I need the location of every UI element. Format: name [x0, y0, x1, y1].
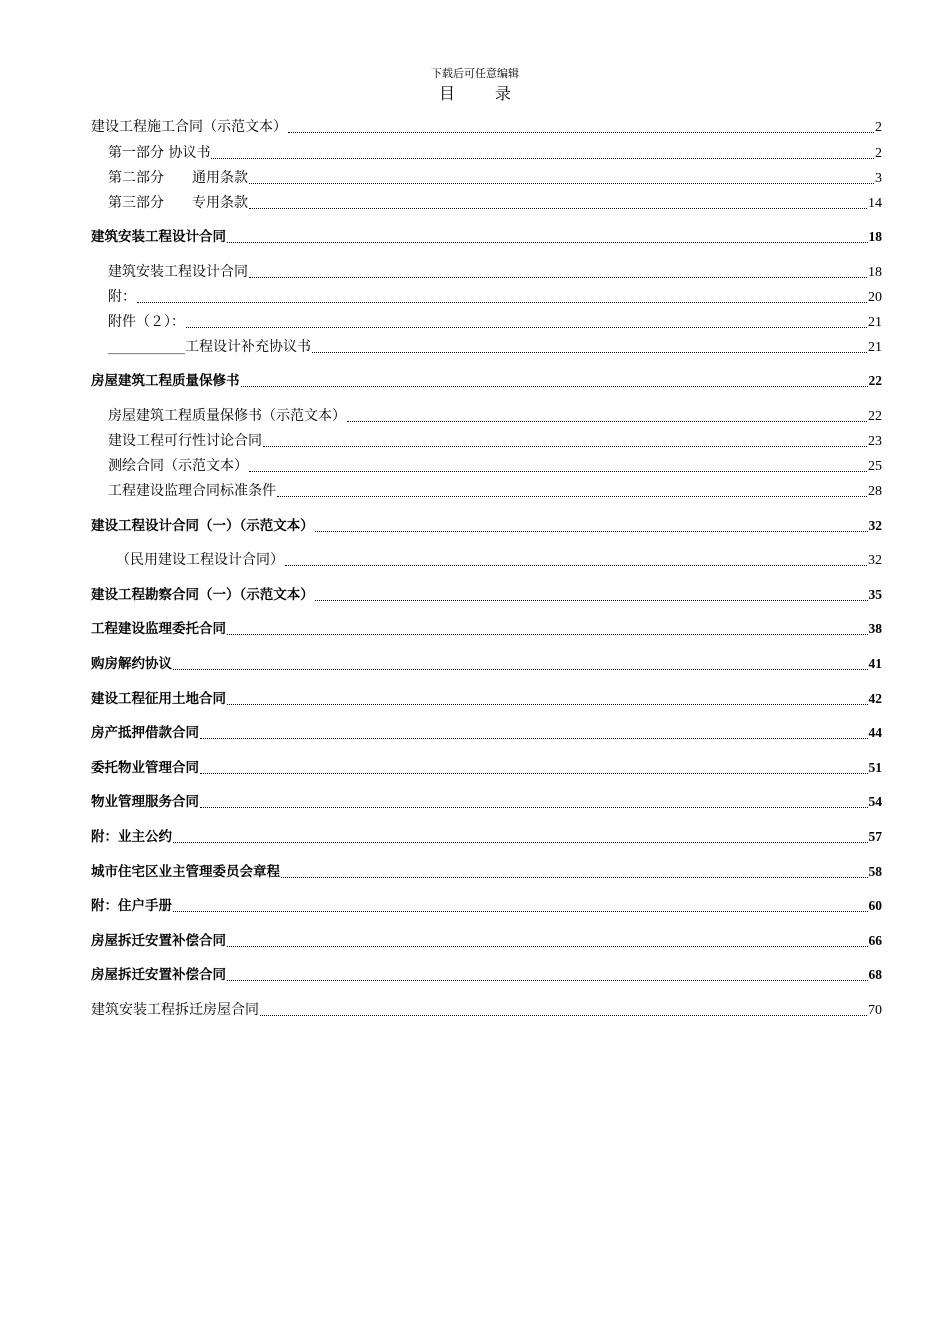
toc-entry[interactable]: [91, 584, 882, 606]
toc-entry[interactable]: [91, 286, 882, 308]
leader-dots: [200, 737, 868, 739]
leader-dots: [227, 633, 868, 635]
leader-dots: [249, 276, 867, 278]
toc-entry-label: 房屋拆迁安置补偿合同: [91, 967, 226, 984]
leader-dots: [137, 301, 867, 303]
leader-dots: [277, 495, 867, 497]
toc-entry-page: 2: [875, 120, 882, 135]
toc-entry[interactable]: [91, 226, 882, 248]
leader-dots: [285, 564, 867, 566]
toc-entry[interactable]: [91, 861, 882, 883]
toc-entry-label: 第一部分 协议书: [108, 144, 211, 161]
toc-entry-label: 第三部分 专用条款: [108, 194, 248, 211]
leader-dots: [186, 326, 867, 328]
toc-entry-page: 54: [868, 794, 882, 810]
page-title: [0, 84, 950, 104]
toc-entry-page: 68: [868, 967, 882, 983]
toc-entry-label: 房屋建筑工程质量保修书（示范文本）: [108, 407, 346, 424]
toc-entry[interactable]: [91, 688, 882, 710]
toc-entry-label: 建设工程可行性讨论合同: [108, 432, 262, 449]
toc-entry[interactable]: [91, 142, 882, 164]
toc-entry-page: 22: [868, 408, 882, 424]
toc-entry-label: 第二部分 通用条款: [108, 169, 248, 186]
toc-entry[interactable]: [91, 480, 882, 502]
toc-entry-label: 工程建设监理合同标准条件: [108, 482, 276, 499]
leader-dots: [173, 910, 868, 912]
toc-entry[interactable]: [91, 192, 882, 214]
toc-entry-label: 建设工程勘察合同（一）（示范文本）: [91, 586, 314, 603]
toc-entry[interactable]: [91, 430, 882, 452]
leader-dots: [288, 131, 874, 133]
toc-entry[interactable]: [91, 336, 882, 358]
leader-dots: [315, 599, 868, 601]
toc-entry-label: 建设工程施工合同（示范文本）: [91, 119, 287, 135]
leader-dots: [241, 385, 868, 387]
toc-entry[interactable]: [91, 826, 882, 848]
toc-entry-page: 14: [868, 195, 882, 211]
toc-entry-page: 58: [868, 863, 882, 879]
toc-entry-page: 70: [868, 1002, 882, 1018]
toc-entry-page: 2: [875, 145, 882, 161]
leader-dots: [315, 530, 868, 532]
toc-entry-label: 委托物业管理合同: [91, 759, 199, 776]
leader-dots: [173, 668, 868, 670]
toc-entry-label: 附：业主公约: [91, 828, 172, 845]
toc-entry[interactable]: [91, 116, 882, 138]
toc-entry[interactable]: [91, 999, 882, 1021]
toc-entry-label: 附：: [108, 288, 136, 305]
leader-dots: [260, 1014, 867, 1016]
leader-dots: [249, 182, 874, 184]
toc-entry-label: 房屋拆迁安置补偿合同: [91, 932, 226, 949]
toc-entry[interactable]: [91, 895, 882, 917]
leader-dots: [227, 241, 868, 243]
toc-entry[interactable]: [91, 455, 882, 477]
leader-dots: [200, 772, 868, 774]
toc-entry[interactable]: [91, 515, 882, 537]
leader-dots: [281, 876, 868, 878]
toc-entry-page: 44: [868, 725, 882, 741]
toc-entry-label: 建筑安装工程设计合同: [91, 229, 226, 246]
leader-dots: [347, 420, 867, 422]
leader-dots: [249, 207, 867, 209]
toc-entry-page: 42: [868, 690, 882, 706]
toc-entry-label: 测绘合同（示范文本）: [108, 457, 248, 474]
toc-entry[interactable]: [91, 930, 882, 952]
toc-entry-label: 购房解约协议: [91, 655, 172, 672]
toc-entry-label: 建筑安装工程拆迁房屋合同: [91, 1001, 259, 1018]
toc-entry-page: 51: [868, 759, 882, 775]
table-of-contents: [91, 116, 882, 1021]
toc-entry-label: 附：住户手册: [91, 898, 172, 915]
toc-entry[interactable]: [91, 757, 882, 779]
toc-entry-page: 66: [868, 932, 882, 948]
toc-entry-label: 房产抵押借款合同: [91, 725, 199, 742]
header-note: 下载后可任意编辑: [431, 67, 519, 80]
leader-dots: [227, 945, 868, 947]
toc-entry-label: 城市住宅区业主管理委员会章程: [91, 863, 280, 880]
toc-entry-page: 38: [868, 621, 882, 637]
leader-dots: [227, 979, 868, 981]
toc-entry-page: 18: [868, 229, 882, 245]
toc-entry-label: 房屋建筑工程质量保修书: [91, 373, 240, 390]
toc-entry[interactable]: [91, 722, 882, 744]
toc-entry-page: 41: [868, 655, 882, 671]
toc-entry-label: 建设工程征用土地合同: [91, 690, 226, 707]
toc-entry-page: 32: [868, 517, 882, 533]
toc-entry[interactable]: [91, 653, 882, 675]
toc-entry-page: 18: [868, 264, 882, 280]
toc-entry-page: 20: [868, 289, 882, 305]
toc-entry[interactable]: [91, 964, 882, 986]
toc-entry-page: 21: [868, 339, 882, 355]
toc-entry-label: 建筑安装工程设计合同: [108, 263, 248, 280]
toc-entry[interactable]: [91, 549, 882, 571]
toc-entry[interactable]: [91, 370, 882, 392]
title-right: 录: [495, 84, 512, 103]
toc-entry-label: 工程建设监理委托合同: [91, 621, 226, 638]
toc-entry[interactable]: [91, 405, 882, 427]
toc-entry-label: ___________工程设计补充协议书: [108, 338, 311, 355]
toc-entry-page: 25: [868, 458, 882, 474]
toc-entry-label: 建设工程设计合同（一）（示范文本）: [91, 517, 314, 534]
toc-entry-page: 28: [868, 483, 882, 499]
toc-entry-label: （民用建设工程设计合同）: [116, 552, 284, 569]
toc-entry-label: 附件（２）：: [108, 313, 185, 330]
toc-entry-page: 23: [868, 433, 882, 449]
leader-dots: [227, 703, 868, 705]
toc-entry-page: 3: [875, 170, 882, 186]
toc-entry[interactable]: [91, 261, 882, 283]
leader-dots: [211, 157, 874, 159]
leader-dots: [263, 445, 867, 447]
title-left: 目: [438, 84, 455, 103]
toc-entry-label: 物业管理服务合同: [91, 794, 199, 811]
toc-entry-page: 35: [868, 586, 882, 602]
toc-entry-page: 21: [868, 314, 882, 330]
toc-entry[interactable]: [91, 167, 882, 189]
toc-entry[interactable]: [91, 791, 882, 813]
leader-dots: [200, 806, 868, 808]
toc-entry-page: 22: [868, 373, 882, 389]
toc-entry-page: 32: [868, 553, 882, 569]
toc-entry[interactable]: [91, 311, 882, 333]
toc-entry[interactable]: [91, 618, 882, 640]
leader-dots: [173, 841, 868, 843]
leader-dots: [312, 351, 867, 353]
toc-entry-page: 60: [868, 898, 882, 914]
toc-entry-page: 57: [868, 828, 882, 844]
leader-dots: [249, 470, 867, 472]
